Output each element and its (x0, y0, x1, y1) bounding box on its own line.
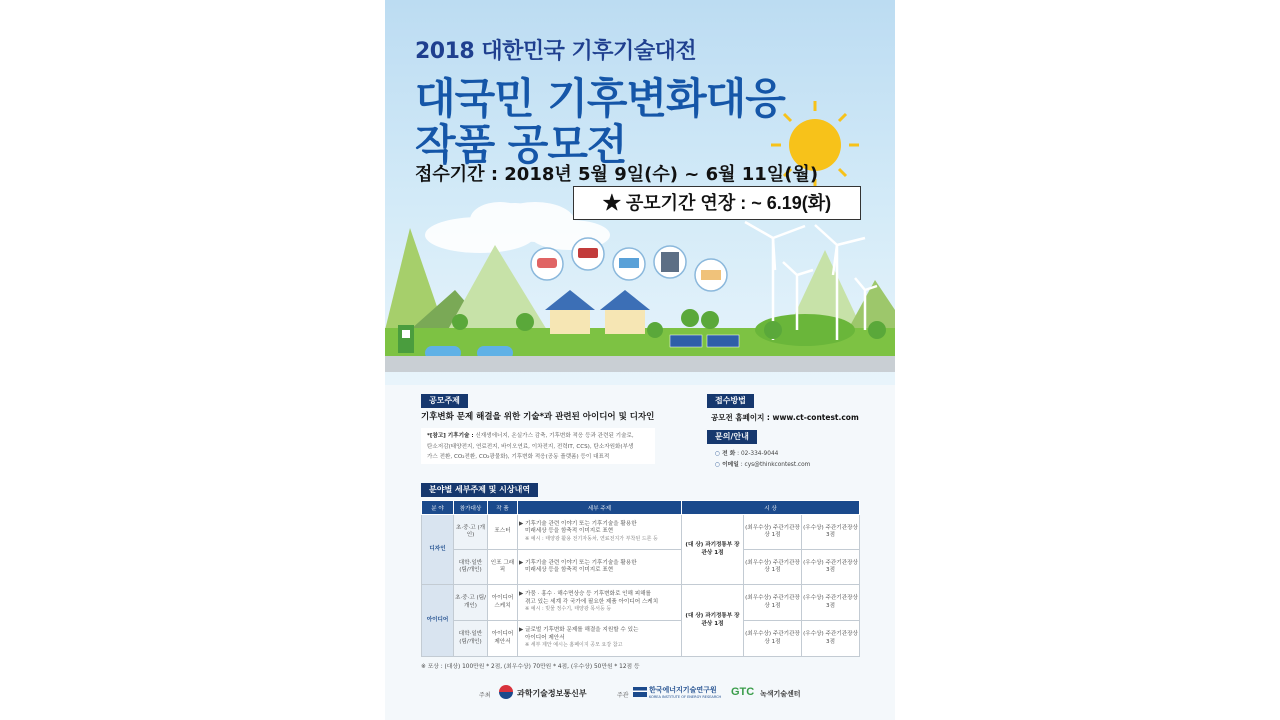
contact-email: ○ 이메일 : cys@thinkcontest.com (715, 462, 811, 468)
theme-note-label: *[참고] 기후기술 : (427, 433, 474, 439)
host-name: 과학기술정보통신부 (517, 689, 587, 698)
row-work: 아이디어 스케치 (488, 585, 518, 621)
header-work: 작 품 (488, 501, 518, 515)
theme-note-line: 탄소저감(태양전지, 연료전지, 바이오연료, 이차전지, 전력IT, CCS), 탄소자원화(부생 (427, 444, 634, 450)
phone-label: 전 화 (722, 451, 736, 457)
kier-logo-icon (633, 687, 647, 697)
gtc-logo-icon: GTC (731, 686, 755, 698)
award-top: (최우수상) 주관기관장상 1점 (744, 585, 802, 621)
submit-method-tag: 접수방법 (707, 394, 754, 408)
event-title: 2018 대한민국 기후기술대전 (415, 39, 697, 64)
theme-note-line: 가스 전환, CO₂전환, CO₂광물화), 기후변화 적응(공동 플랫폼) 등이 대표적 (427, 454, 610, 460)
row-target: 대학·일반 (팀/개인) (454, 621, 488, 657)
topic-line: 미래세상 등을 함축적 이미지로 표현 (525, 567, 614, 573)
table-row (422, 515, 860, 550)
award-excellence: (우수상) 주관기관장상 3점 (802, 550, 860, 585)
topic-example: ※ 예시 : 태양광 활용 전기자동차, 연료전지가 부착된 드론 등 (525, 535, 658, 542)
partner-name: 녹색기술센터 (760, 690, 801, 698)
organizer-name: 한국에너지기술연구원 (649, 686, 717, 694)
row-work: 포스터 (488, 515, 518, 550)
submit-website: 공모전 홈페이지 : www.ct-contest.com (711, 413, 859, 422)
row-topic (518, 515, 682, 550)
extension-notice: ★ 공모기간 연장 : ~ 6.19(화) (573, 186, 861, 220)
row-target: 대학·일반 (팀/개인) (454, 550, 488, 585)
topic-line: 겪고 있는 세계 각 국가에 필요한 제품 아이디어 스케치 (525, 598, 659, 605)
topic-line: 미래세상 등을 함축적 이미지로 표현 (525, 528, 614, 535)
row-target: 초·중·고 (팀/개인) (454, 585, 488, 621)
details-tag: 분야별 세부주제 및 시상내역 (421, 483, 538, 497)
prize-footnote: ※ 포상 : (대상) 100만원 * 2점, (최우수상) 70만원 * 4점, (우수상) 50만원 * 12점 등 (421, 664, 640, 670)
ev-charger-icon (398, 325, 414, 353)
topic-line: 아이디어 제안서 (525, 634, 565, 641)
table-header-row (422, 501, 860, 515)
table-row (422, 550, 860, 585)
poster-title-line2: 작품 공모전 (415, 120, 627, 169)
road (385, 356, 895, 372)
poster-title-line1: 대국민 기후변화대응 (415, 74, 785, 123)
contact-tag: 문의/안내 (707, 430, 757, 444)
award-excellence: (우수상) 주관기관장상 3점 (802, 515, 860, 550)
award-top: (최우수상) 주관기관장상 1점 (744, 621, 802, 657)
row-topic (518, 621, 682, 657)
organizer-label: 주관 (617, 692, 629, 699)
row-target: 초·중·고 (개인) (454, 515, 488, 550)
email-label: 이메일 (722, 462, 739, 468)
theme-note-line: 신재생에너지, 온실가스 감축, 기후변화 적응 등과 관련된 기술로, (475, 433, 634, 439)
topic-example: ※ 예시 : 빗물 정수기, 태양광 목서등 등 (525, 606, 612, 613)
award-excellence: (우수상) 주관기관장상 3점 (802, 585, 860, 621)
header-topic: 세부 주제 (518, 501, 682, 515)
table-row (422, 621, 860, 657)
theme-headline: 기후변화 문제 해결을 위한 기술*과 관련된 아이디어 및 디자인 (421, 412, 655, 422)
host-label: 주최 (479, 692, 491, 699)
topic-line: ▶ 가뭄 · 홍수 · 해수면상승 등 기후변화로 인해 피해를 (519, 591, 651, 598)
header-award: 시 상 (682, 501, 860, 515)
topic-line: ▶ 글로벌 기후변화 문제를 해결을 지원할 수 있는 (519, 627, 639, 634)
award-top: (최우수상) 주관기관장상 1점 (744, 515, 802, 550)
table-row (422, 585, 860, 621)
header-target: 참가대상 (454, 501, 488, 515)
awards-table (421, 500, 859, 657)
topic-example: ※ 세부 제안 예시는 홈페이지 공모 요강 참고 (525, 642, 623, 649)
phone-value: 02-334-9044 (740, 451, 779, 457)
contest-poster (385, 0, 895, 720)
government-emblem-icon (499, 685, 513, 699)
submission-period: 접수기간 : 2018년 5월 9일(수) ~ 6월 11일(월) (415, 164, 819, 185)
field-idea: 아이디어 (422, 585, 454, 657)
award-top: (최우수상) 주관기관장상 1점 (744, 550, 802, 585)
field-design: 디자인 (422, 515, 454, 585)
topic-line: ▶ 기후기술 관련 이야기 또는 기후기술을 활용한 (519, 520, 637, 527)
grand-prize: (대 상) 과기정통부 장관상 1점 (682, 515, 744, 585)
header-field: 분 야 (422, 501, 454, 515)
row-topic (518, 585, 682, 621)
organizer-name-en: KOREA INSTITUTE OF ENERGY RESEARCH (649, 695, 722, 699)
theme-note-box (421, 428, 655, 464)
row-work: 아이디어 제안서 (488, 621, 518, 657)
contact-phone: ○ 전 화 : 02-334-9044 (715, 451, 779, 457)
award-excellence: (우수상) 주관기관장상 3점 (802, 621, 860, 657)
email-value: cys@thinkcontest.com (744, 462, 811, 468)
theme-tag: 공모주제 (421, 394, 468, 408)
row-work: 인포 그래픽 (488, 550, 518, 585)
row-topic (518, 550, 682, 585)
topic-line: ▶ 기후기술 관련 이야기 또는 기후기술을 활용한 (519, 559, 637, 566)
grand-prize: (대 상) 과기정통부 장관상 1점 (682, 585, 744, 657)
